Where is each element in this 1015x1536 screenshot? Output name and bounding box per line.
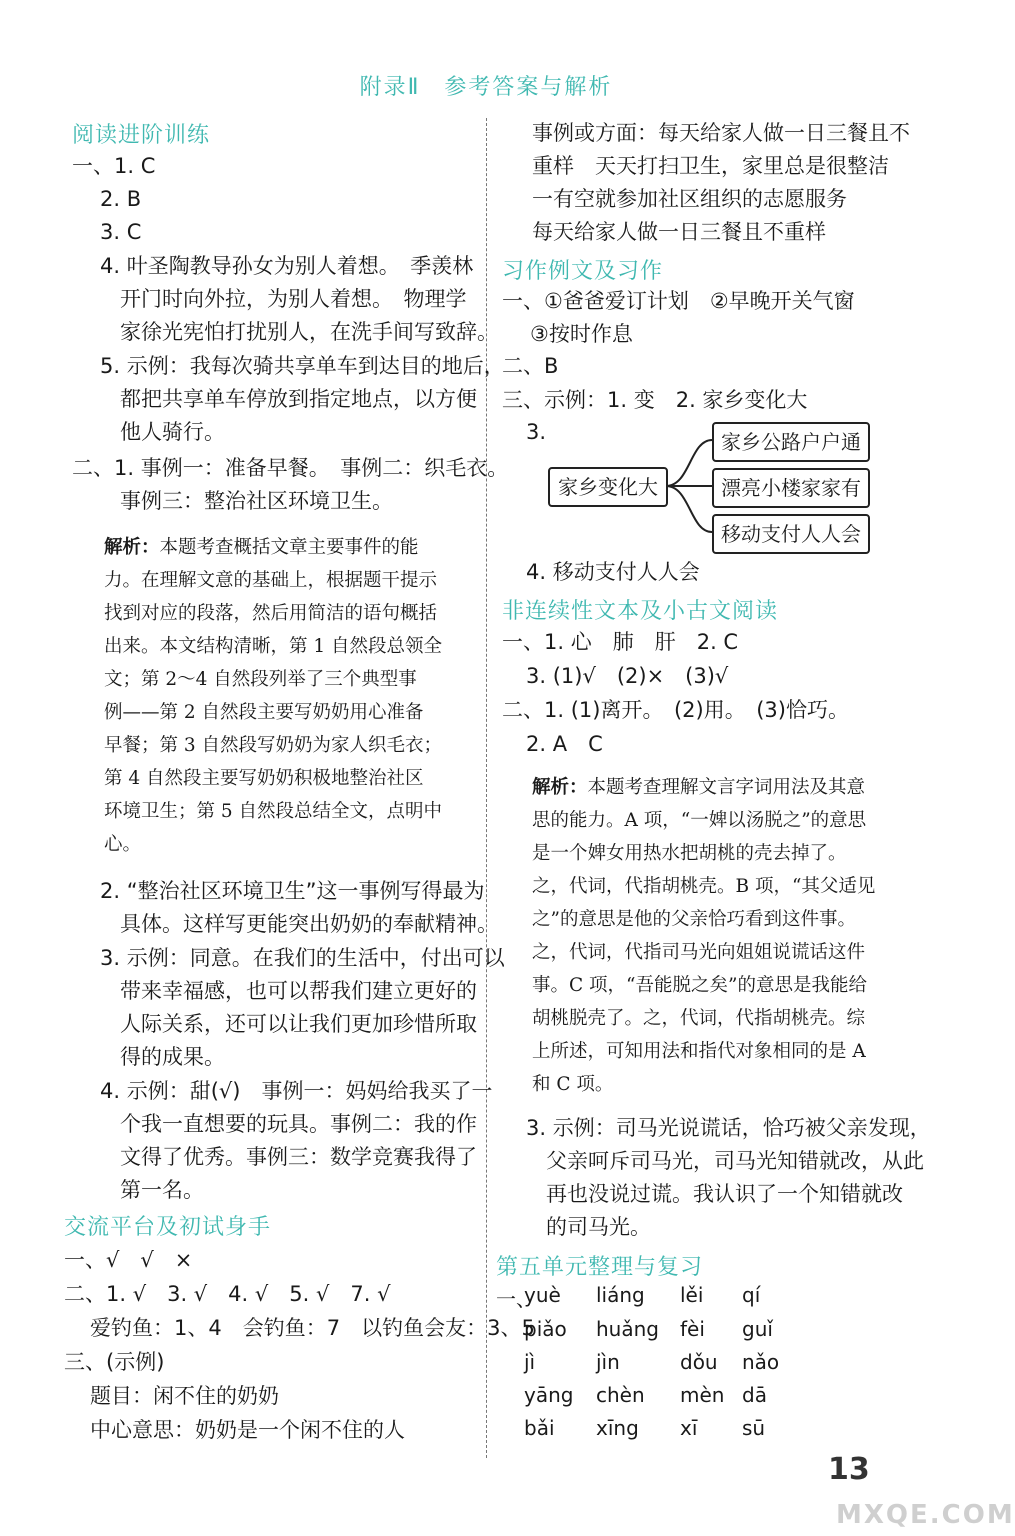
answer-line: 二、1. √ 3. √ 4. √ 5. √ 7. √ (64, 1282, 391, 1306)
answer-line: 3. 示例：司马光说谎话，恰巧被父亲发现， (526, 1116, 931, 1140)
explanation-line: 之，代词，代指胡桃壳。B 项，“其父适见 (532, 876, 876, 897)
answer-line: 第一名。 (120, 1178, 204, 1202)
pinyin-cell: xī (680, 1416, 698, 1440)
answer-line: 得的成果。 (120, 1045, 225, 1069)
pinyin-cell: jì (524, 1350, 536, 1374)
diagram-branch-node: 漂亮小楼家家有 (712, 468, 870, 508)
explanation-line: 之”的意思是他的父亲恰巧看到这件事。 (532, 909, 856, 930)
pinyin-cell: nǎo (742, 1350, 780, 1374)
answer-line: 一、1. 心 肺 肝 2. C (502, 630, 739, 654)
page-number: 13 (828, 1452, 870, 1487)
answer-line: 人际关系，还可以让我们更加珍惜所取 (120, 1012, 477, 1036)
answer-line: 事例三：整治社区环境卫生。 (120, 489, 393, 513)
explanation-line: 上所述，可知用法和指代对象相同的是 A (532, 1041, 866, 1062)
answer-line: ③按时作息 (530, 322, 633, 346)
pinyin-cell: jìn (596, 1350, 620, 1374)
explanation-line: 文；第 2～4 自然段列举了三个典型事 (104, 669, 417, 690)
pinyin-cell: yuè (524, 1283, 561, 1307)
section-title-writing: 习作例文及习作 (502, 259, 664, 284)
answer-line: 3. (526, 420, 547, 444)
section-title-unit5: 第五单元整理与复习 (496, 1255, 704, 1280)
answer-line: 二、1. (1)离开。 (2)用。 (3)恰巧。 (502, 698, 849, 722)
explanation-label: 解析： (532, 777, 588, 798)
pinyin-cell: liáng (596, 1283, 645, 1307)
section-title-reading: 阅读进阶训练 (72, 123, 211, 148)
diagram-center-node: 家乡变化大 (548, 467, 668, 507)
pinyin-cell: sū (742, 1416, 766, 1440)
answer-line: 重样 天天打扫卫生，家里总是很整洁 (532, 154, 889, 178)
answer-line: 再也没说过谎。我认识了一个知错就改 (546, 1182, 903, 1206)
answer-line: 都把共享单车停放到指定地点，以方便 (120, 387, 477, 411)
section-title-exchange: 交流平台及初试身手 (64, 1215, 272, 1240)
answer-line: 一、√ √ × (64, 1248, 193, 1272)
answer-line: 2. A C (526, 732, 603, 756)
answer-line: 文得了优秀。事例三：数学竞赛我得了 (120, 1145, 477, 1169)
pinyin-cell: qí (742, 1283, 761, 1307)
answer-line: 2. B (100, 187, 142, 211)
pinyin-cell: dǒu (680, 1350, 718, 1374)
watermark: MXQE.COM (836, 1500, 1015, 1530)
page-header: 附录Ⅱ 参考答案与解析 (359, 75, 613, 100)
answer-line: 事例或方面：每天给家人做一日三餐且不 (532, 121, 910, 145)
explanation-line: 第 4 自然段主要写奶奶积极地整治社区 (104, 768, 424, 789)
pinyin-cell: guǐ (742, 1317, 773, 1341)
explanation-line: 胡桃脱壳了。之，代词，代指胡桃壳。综 (532, 1008, 866, 1029)
explanation-line: 解析：本题考查概括文章主要事件的能 (104, 537, 419, 558)
answer-line: 5. 示例：我每次骑共享单车到达目的地后， (100, 354, 505, 378)
answer-line: 开门时向外拉，为别人着想。 物理学 (120, 287, 467, 311)
answer-line: 一、1. C (72, 154, 156, 178)
pinyin-cell: piǎo (524, 1317, 567, 1341)
explanation-line: 是一个婢女用热水把胡桃的壳去掉了。 (532, 843, 847, 864)
answer-line: 带来幸福感，也可以帮我们建立更好的 (120, 979, 477, 1003)
explanation-line: 环境卫生；第 5 自然段总结全文，点明中 (104, 801, 443, 822)
answer-line: 个我一直想要的玩具。事例二：我的作 (120, 1112, 477, 1136)
answer-line: 他人骑行。 (120, 420, 225, 444)
pinyin-cell: bǎi (524, 1416, 555, 1440)
answer-line: 3. (1)√ (2)× (3)√ (526, 664, 729, 688)
answer-line: 三、示例：1. 变 2. 家乡变化大 (502, 388, 808, 412)
pinyin-cell: huǎng (596, 1317, 659, 1341)
explanation-line: 心。 (104, 834, 142, 855)
explanation-line: 思的能力。A 项，“一婢以汤脱之”的意思 (532, 810, 867, 831)
answer-line: 一、①爸爸爱订计划 ②早晚开关气窗 (502, 289, 855, 313)
pinyin-cell: dā (742, 1383, 767, 1407)
answer-line: 3. 示例：同意。在我们的生活中，付出可以 (100, 946, 505, 970)
explanation-line: 找到对应的段落，然后用简洁的语句概括 (104, 603, 438, 624)
explanation-line: 事。C 项，“吾能脱之矣”的意思是我能给 (532, 975, 867, 996)
pinyin-cell: chèn (596, 1383, 645, 1407)
pinyin-cell: xīng (596, 1416, 639, 1440)
section-title-nonlinear: 非连续性文本及小古文阅读 (502, 599, 779, 624)
diagram-branch-node: 家乡公路户户通 (712, 422, 870, 462)
pinyin-prefix: 一、 (496, 1287, 536, 1311)
explanation-line: 之，代词，代指司马光向姐姐说谎话这件 (532, 942, 866, 963)
pinyin-cell: mèn (680, 1383, 725, 1407)
explanation-line: 解析：本题考查理解文言字词用法及其意 (532, 777, 866, 798)
explanation-label: 解析： (104, 537, 160, 558)
answer-line: 二、B (502, 354, 559, 378)
answer-line: 题目：闲不住的奶奶 (90, 1384, 279, 1408)
answer-line: 家徐光宪怕打扰别人，在洗手间写致辞。 (120, 320, 498, 344)
answer-line: 2. “整治社区环境卫生”这一事例写得最为 (100, 879, 485, 903)
answer-line: 一有空就参加社区组织的志愿服务 (532, 187, 847, 211)
answer-line: 3. C (100, 220, 142, 244)
answer-line: 4. 移动支付人人会 (526, 560, 700, 584)
answer-line: 二、1. 事例一：准备早餐。 事例二：织毛衣。 (72, 456, 509, 480)
explanation-line: 早餐；第 3 自然段写奶奶为家人织毛衣； (104, 735, 443, 756)
pinyin-cell: fèi (680, 1317, 705, 1341)
answer-line: 中心意思：奶奶是一个闲不住的人 (90, 1418, 405, 1442)
pinyin-cell: yāng (524, 1383, 574, 1407)
answer-line: 的司马光。 (546, 1215, 651, 1239)
answer-line: 4. 叶圣陶教导孙女为别人着想。 季羡林 (100, 254, 474, 278)
answer-line: 三、(示例) (64, 1350, 165, 1374)
explanation-line: 力。在理解文意的基础上，根据题干提示 (104, 570, 438, 591)
diagram-branch-node: 移动支付人人会 (712, 514, 870, 554)
explanation-line: 例——第 2 自然段主要写奶奶用心准备 (104, 702, 424, 723)
answer-line: 爱钓鱼：1、4 会钓鱼：7 以钓鱼会友：3、5 (90, 1316, 535, 1340)
answer-line: 每天给家人做一日三餐且不重样 (532, 220, 826, 244)
answer-line: 父亲呵斥司马光，司马光知错就改，从此 (546, 1149, 924, 1173)
explanation-line: 出来。本文结构清晰，第 1 自然段总领全 (104, 636, 443, 657)
answer-line: 具体。这样写更能突出奶奶的奉献精神。 (120, 912, 498, 936)
explanation-line: 和 C 项。 (532, 1074, 614, 1095)
pinyin-cell: lěi (680, 1283, 704, 1307)
answer-line: 4. 示例：甜(√) 事例一：妈妈给我买了一 (100, 1079, 493, 1103)
